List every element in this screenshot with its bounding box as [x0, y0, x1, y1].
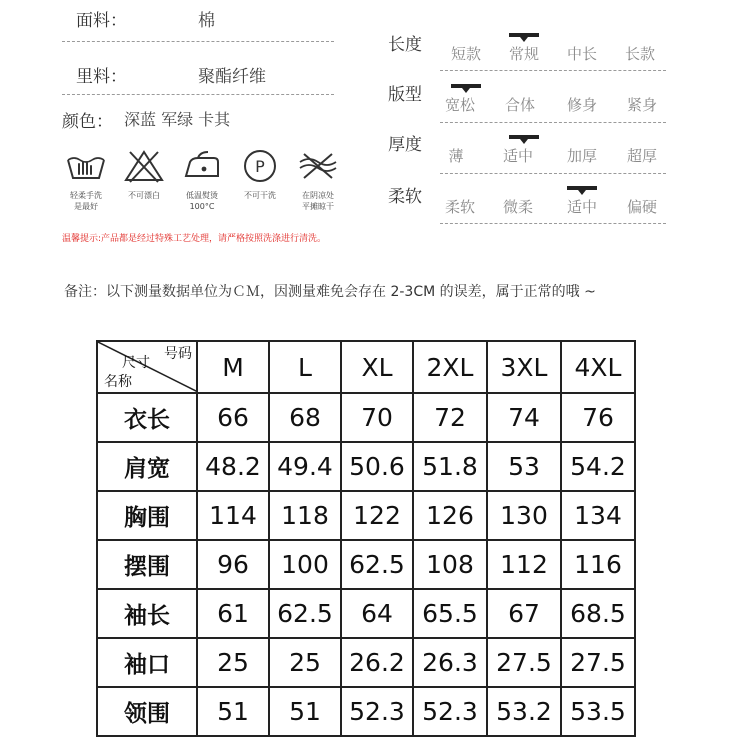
- no-bleach-icon: [122, 148, 166, 184]
- property-option: 微柔: [502, 198, 533, 216]
- table-cell: 51: [269, 687, 341, 736]
- table-cell: 62.5: [341, 540, 413, 589]
- size-header: L: [269, 341, 341, 393]
- table-row: [97, 589, 635, 638]
- table-row: [97, 442, 635, 491]
- size-header: 2XL: [413, 341, 487, 393]
- property-label: 柔软: [388, 187, 422, 207]
- divider: [62, 41, 334, 42]
- low-iron-icon: [180, 148, 224, 184]
- table-corner-cell: [97, 341, 197, 393]
- table-cell: 52.3: [341, 687, 413, 736]
- table-cell: 74: [487, 393, 561, 442]
- no-dry-clean-icon: [238, 148, 282, 184]
- size-header: M: [197, 341, 269, 393]
- corner-label-size-code: 号码: [164, 346, 192, 362]
- table-row: [97, 687, 635, 736]
- divider: [440, 122, 666, 123]
- table-cell: 52.3: [413, 687, 487, 736]
- table-cell: 66: [197, 393, 269, 442]
- table-cell: 70: [341, 393, 413, 442]
- row-header: 摆围: [97, 540, 197, 589]
- property-label: 版型: [388, 85, 422, 105]
- property-option: 修身: [566, 96, 597, 114]
- table-cell: 134: [561, 491, 635, 540]
- table-cell: 25: [197, 638, 269, 687]
- corner-label-name: 名称: [104, 374, 132, 390]
- property-option: 宽松: [444, 96, 475, 114]
- table-cell: 96: [197, 540, 269, 589]
- color-label: 颜色：: [62, 112, 113, 132]
- property-option: 常规: [508, 45, 539, 63]
- color-value: 深蓝 军绿 卡其: [124, 110, 231, 129]
- table-cell: 112: [487, 540, 561, 589]
- table-cell: 61: [197, 589, 269, 638]
- no-tumble-dry-icon: [296, 148, 340, 184]
- row-header: 胸围: [97, 491, 197, 540]
- lining-label: 里料：: [76, 67, 127, 87]
- property-option: 长款: [624, 45, 655, 63]
- care-caption: 低温熨烫 100°C: [186, 191, 218, 211]
- table-cell: 68.5: [561, 589, 635, 638]
- table-cell: 53.5: [561, 687, 635, 736]
- table-cell: 65.5: [413, 589, 487, 638]
- property-option: 偏硬: [626, 198, 657, 216]
- property-label: 长度: [388, 35, 422, 55]
- table-cell: 48.2: [197, 442, 269, 491]
- selection-marker: [509, 33, 539, 37]
- table-cell: 68: [269, 393, 341, 442]
- selection-marker: [451, 84, 481, 88]
- property-option: 适中: [566, 198, 597, 216]
- property-option: 中长: [566, 45, 597, 63]
- row-header: 领围: [97, 687, 197, 736]
- table-cell: 51: [197, 687, 269, 736]
- table-header-row: [97, 341, 635, 393]
- divider: [440, 173, 666, 174]
- property-option: 加厚: [566, 147, 597, 165]
- size-header: 3XL: [487, 341, 561, 393]
- property-option: 柔软: [444, 198, 475, 216]
- property-option: 超厚: [626, 147, 657, 165]
- table-cell: 53: [487, 442, 561, 491]
- table-row: [97, 491, 635, 540]
- care-caption: 轻柔手洗 是最好: [70, 191, 102, 211]
- property-option: 薄: [448, 147, 464, 165]
- row-header: 袖长: [97, 589, 197, 638]
- table-cell: 76: [561, 393, 635, 442]
- table-cell: 116: [561, 540, 635, 589]
- table-cell: 25: [269, 638, 341, 687]
- table-cell: 126: [413, 491, 487, 540]
- outer-fabric-value: 棉: [198, 11, 215, 31]
- table-row: [97, 393, 635, 442]
- lining-value: 聚酯纤维: [198, 67, 266, 87]
- care-caption: 在阴凉处 平摊晾干: [302, 191, 334, 211]
- size-header: XL: [341, 341, 413, 393]
- table-cell: 100: [269, 540, 341, 589]
- size-table: [96, 340, 636, 737]
- table-cell: 26.2: [341, 638, 413, 687]
- svg-text:P: P: [255, 157, 265, 176]
- corner-label-measure: 尺寸: [122, 355, 150, 371]
- table-cell: 118: [269, 491, 341, 540]
- table-cell: 62.5: [269, 589, 341, 638]
- row-header: 肩宽: [97, 442, 197, 491]
- row-header: 衣长: [97, 393, 197, 442]
- hand-wash-icon: [64, 148, 108, 184]
- table-cell: 130: [487, 491, 561, 540]
- size-header: 4XL: [561, 341, 635, 393]
- selection-marker: [509, 135, 539, 139]
- table-cell: 51.8: [413, 442, 487, 491]
- row-header: 袖口: [97, 638, 197, 687]
- divider: [62, 94, 334, 95]
- property-option: 适中: [502, 147, 533, 165]
- care-caption: 不可漂白: [128, 191, 160, 200]
- property-option: 合体: [504, 96, 535, 114]
- property-option: 紧身: [626, 96, 657, 114]
- table-cell: 49.4: [269, 442, 341, 491]
- table-cell: 26.3: [413, 638, 487, 687]
- table-cell: 67: [487, 589, 561, 638]
- property-label: 厚度: [388, 135, 422, 155]
- table-row: [97, 540, 635, 589]
- table-cell: 108: [413, 540, 487, 589]
- measurement-note: 备注：以下测量数据单位为ＣＭ，因测量难免会存在 2-3CM 的误差，属于正常的哦 ~: [64, 284, 596, 300]
- table-row: [97, 638, 635, 687]
- care-warning: 温馨提示:产品都是经过特殊工艺处理，请严格按照洗涤进行清洗。: [62, 234, 327, 244]
- table-cell: 50.6: [341, 442, 413, 491]
- table-cell: 64: [341, 589, 413, 638]
- table-cell: 72: [413, 393, 487, 442]
- care-caption: 不可干洗: [244, 191, 276, 200]
- property-option: 短款: [450, 45, 481, 63]
- outer-fabric-label: 面料：: [76, 11, 127, 31]
- table-cell: 122: [341, 491, 413, 540]
- table-cell: 27.5: [487, 638, 561, 687]
- table-cell: 53.2: [487, 687, 561, 736]
- table-cell: 27.5: [561, 638, 635, 687]
- table-cell: 114: [197, 491, 269, 540]
- divider: [440, 70, 666, 71]
- divider: [440, 223, 666, 224]
- table-cell: 54.2: [561, 442, 635, 491]
- selection-marker: [567, 186, 597, 190]
